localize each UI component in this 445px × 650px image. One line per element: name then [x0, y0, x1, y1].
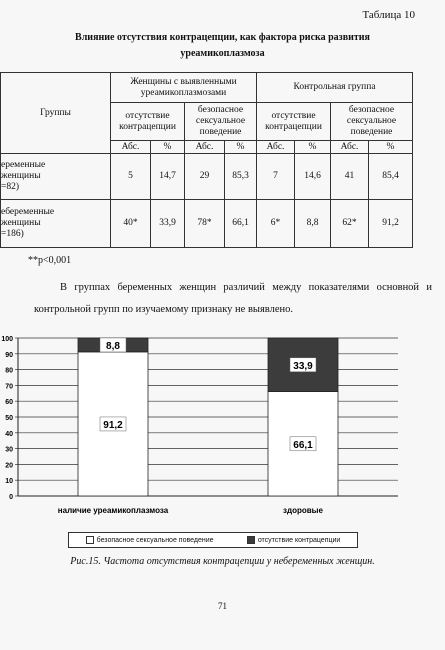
y-tick-label: 20	[5, 462, 13, 470]
data-label: 33,9	[293, 360, 313, 372]
table-row	[1, 154, 413, 200]
y-tick-label: 40	[5, 430, 13, 438]
legend-swatch-safe	[86, 536, 94, 544]
legend-item	[86, 536, 214, 544]
group1-header: Женщины с выявленными уреамикоплазмозами	[111, 73, 257, 103]
y-tick-label: 90	[5, 351, 13, 359]
table-cell: 85,3	[225, 154, 257, 200]
table-cell: 40*	[111, 200, 151, 248]
table-cell: 8,8	[295, 200, 331, 248]
y-tick-label: 60	[5, 399, 13, 407]
footnote: **p<0,001	[28, 255, 72, 266]
y-tick-label: 80	[5, 367, 13, 375]
unit-header: %	[225, 141, 257, 154]
data-label: 66,1	[293, 439, 313, 451]
table-cell: 6*	[257, 200, 295, 248]
sub-header: отсутствие контрацепции	[111, 103, 185, 141]
table-title-line-2: уреамикоплазмоза	[180, 48, 265, 59]
table-cell: 14,7	[151, 154, 185, 200]
table-cell: 7	[257, 154, 295, 200]
unit-header: Абс.	[331, 141, 369, 154]
unit-header: Абс.	[111, 141, 151, 154]
table-title	[0, 30, 445, 62]
groups-header: Группы	[1, 73, 111, 154]
chart-legend	[68, 532, 358, 548]
sub-header: безопасное сексуальное поведение	[331, 103, 413, 141]
unit-header: %	[295, 141, 331, 154]
row-label: еременные женщины =82)	[1, 154, 111, 200]
table-cell: 41	[331, 154, 369, 200]
data-label: 8,8	[106, 340, 120, 352]
table-cell: 66,1	[225, 200, 257, 248]
sub-header: безопасное сексуальное поведение	[185, 103, 257, 141]
table-cell: 91,2	[369, 200, 413, 248]
table-title-line-1: Влияние отсутствия контрацепции, как фактора риска развития	[75, 32, 370, 43]
unit-header: %	[151, 141, 185, 154]
figure-caption: Рис.15. Частота отсутствия контрацепции у небеременных женщин.	[70, 556, 375, 567]
table-label: Таблица 10	[362, 9, 415, 21]
table-cell: 14,6	[295, 154, 331, 200]
row-label: ебеременные женщины =186)	[1, 200, 111, 248]
legend-swatch-no-contraception	[247, 536, 255, 544]
body-paragraph	[34, 277, 432, 321]
group2-header: Контрольная группа	[257, 73, 413, 103]
y-tick-label: 10	[5, 478, 13, 486]
y-tick-label: 0	[9, 494, 13, 501]
x-tick-label: здоровые	[283, 506, 323, 515]
unit-header: Абс.	[185, 141, 225, 154]
y-tick-label: 100	[1, 336, 13, 343]
table-cell: 78*	[185, 200, 225, 248]
unit-header: %	[369, 141, 413, 154]
table-row	[1, 200, 413, 248]
table-cell: 29	[185, 154, 225, 200]
data-label: 91,2	[103, 419, 123, 431]
table-cell: 5	[111, 154, 151, 200]
sub-header: отсутствие контрацепции	[257, 103, 331, 141]
unit-header: Абс.	[257, 141, 295, 154]
stacked-bar-chart	[0, 330, 445, 530]
paragraph-text: В группах беременных женщин различий между показателями основной и контрольной групп по изучаемому признаку не выявлено.	[34, 282, 432, 315]
data-table-container	[0, 72, 413, 248]
y-tick-label: 50	[5, 415, 13, 422]
table-cell: 33,9	[151, 200, 185, 248]
x-tick-label: наличие уреамикоплазмоза	[57, 506, 169, 515]
y-tick-label: 30	[5, 446, 13, 454]
legend-item	[247, 536, 341, 544]
page-number: 71	[218, 601, 227, 611]
table-cell: 62*	[331, 200, 369, 248]
data-table	[0, 72, 413, 248]
legend-label: безопасное сексуальное поведение	[96, 536, 214, 544]
table-cell: 85,4	[369, 154, 413, 200]
y-tick-label: 70	[5, 383, 13, 391]
legend-label: отсутствие контрацепции	[257, 536, 341, 544]
